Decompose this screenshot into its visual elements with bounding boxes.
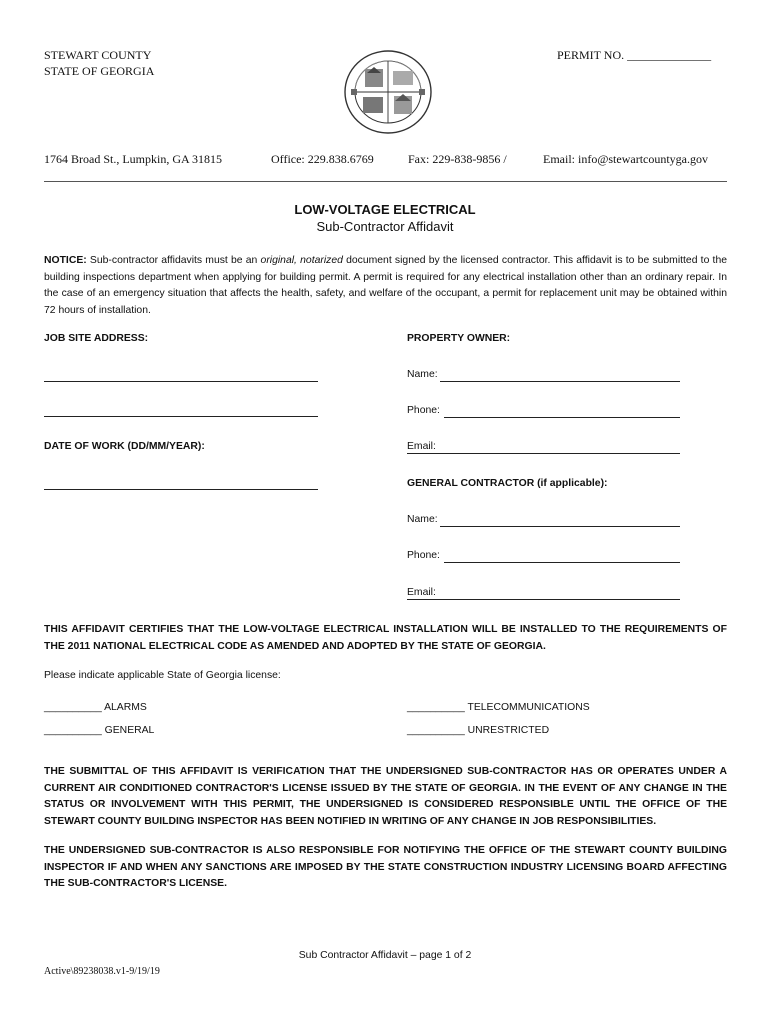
office-fax: Fax: 229-838-9856 / xyxy=(408,152,507,166)
notice-text-2: document signed by the licensed contractor. This affidavit is to be submitted to the building inspections department when applying for building permit. A permit is required for any electrical installation other than an ordinary repair. In the case of an emergency situation that affects the health, safety, and welfare of the occupant, a permit for replacement unit may be obtained within 72 hours of installation. xyxy=(44,255,727,316)
header-divider xyxy=(44,181,727,182)
office-phone: Office: 229.838.6769 xyxy=(271,152,374,166)
owner-email-field[interactable] xyxy=(407,453,680,454)
general-contractor-label: GENERAL CONTRACTOR (if applicable): xyxy=(407,478,608,489)
responsibility-paragraph: THE UNDERSIGNED SUB-CONTRACTOR IS ALSO RESPONSIBLE FOR NOTIFYING THE OFFICE OF THE STEWART COUNTY BUILDING INSPECTOR IF AND WHEN ANY SANCTIONS ARE IMPOSED BY THE STATE CONSTRUCTION INDUSTRY LICENSING BOARD AFFECTING THE SUB-CONTRACTOR'S LICENSE. xyxy=(44,845,727,889)
owner-email-label: Email: xyxy=(407,441,436,452)
owner-phone-field[interactable] xyxy=(444,417,680,418)
job-site-label: JOB SITE ADDRESS: xyxy=(44,333,149,344)
office-address: 1764 Broad St., Lumpkin, GA 31815 xyxy=(44,152,223,166)
document-title: LOW-VOLTAGE ELECTRICAL xyxy=(294,202,476,217)
permit-number: PERMIT NO. ______________ xyxy=(557,48,712,62)
certification-paragraph: THIS AFFIDAVIT CERTIFIES THAT THE LOW-VOLTAGE ELECTRICAL INSTALLATION WILL BE INSTALLED TO THE REQUIREMENTS OF THE 2011 NATIONAL ELECTRICAL CODE AS AMENDED AND ADOPTED BY THE STATE OF GEORGIA. xyxy=(44,624,727,652)
license-alarms-option[interactable]: __________ ALARMS xyxy=(44,702,147,713)
license-general-option[interactable]: __________ GENERAL xyxy=(44,725,155,736)
page-footer: Sub Contractor Affidavit – page 1 of 2 xyxy=(298,950,472,961)
property-owner-label: PROPERTY OWNER: xyxy=(407,333,511,344)
county-name: STEWART COUNTY xyxy=(44,48,152,62)
license-prompt: Please indicate applicable State of Georgia license: xyxy=(44,670,281,681)
date-of-work-line[interactable] xyxy=(44,489,318,490)
gc-email-label: Email: xyxy=(407,587,436,598)
gc-email-field[interactable] xyxy=(407,599,680,600)
state-name: STATE OF GEORGIA xyxy=(44,64,155,78)
notice-text-1: Sub-contractor affidavits must be an xyxy=(86,255,261,266)
gc-name-label: Name: xyxy=(407,514,438,525)
document-id: Active\89238038.v1-9/19/19 xyxy=(44,966,160,977)
license-telecom-option[interactable]: __________ TELECOMMUNICATIONS xyxy=(407,702,590,713)
owner-name-label: Name: xyxy=(407,369,438,380)
notice-paragraph xyxy=(44,253,727,319)
notice-italic: original, notarized xyxy=(260,255,343,266)
license-unrestricted-option[interactable]: __________ UNRESTRICTED xyxy=(407,725,550,736)
job-site-address-line-2[interactable] xyxy=(44,416,318,417)
gc-name-field[interactable] xyxy=(440,526,680,527)
date-of-work-label: DATE OF WORK (DD/MM/YEAR): xyxy=(44,441,205,452)
owner-name-field[interactable] xyxy=(440,381,680,382)
document-subtitle: Sub-Contractor Affidavit xyxy=(316,219,454,234)
notice-label: NOTICE: xyxy=(44,255,87,266)
county-seal-image xyxy=(343,49,433,135)
gc-phone-label: Phone: xyxy=(407,550,440,561)
office-email: Email: info@stewartcountyga.gov xyxy=(543,152,709,166)
gc-phone-field[interactable] xyxy=(444,562,680,563)
job-site-address-line-1[interactable] xyxy=(44,381,318,382)
verification-paragraph: THE SUBMITTAL OF THIS AFFIDAVIT IS VERIFICATION THAT THE UNDERSIGNED SUB-CONTRACTOR HAS OR OPERATES UNDER A CURRENT AIR CONDITIONED CONTRACTOR'S LICENSE ISSUED BY THE STATE OF GEORGIA. IN THE EVENT OF ANY CHANGE IN THE STATUS OR INVOLVEMENT WITH THIS PERMIT, THE UNDERSIGNED IS CONSIDERED RESPONSIBLE UNTIL THE OFFICE OF THE STEWART COUNTY BUILDING INSPECTOR HAS BEEN NOTIFIED IN WRITING OF ANY CHANGE IN JOB RESPONSIBILITIES. xyxy=(44,766,727,827)
owner-phone-label: Phone: xyxy=(407,405,440,416)
